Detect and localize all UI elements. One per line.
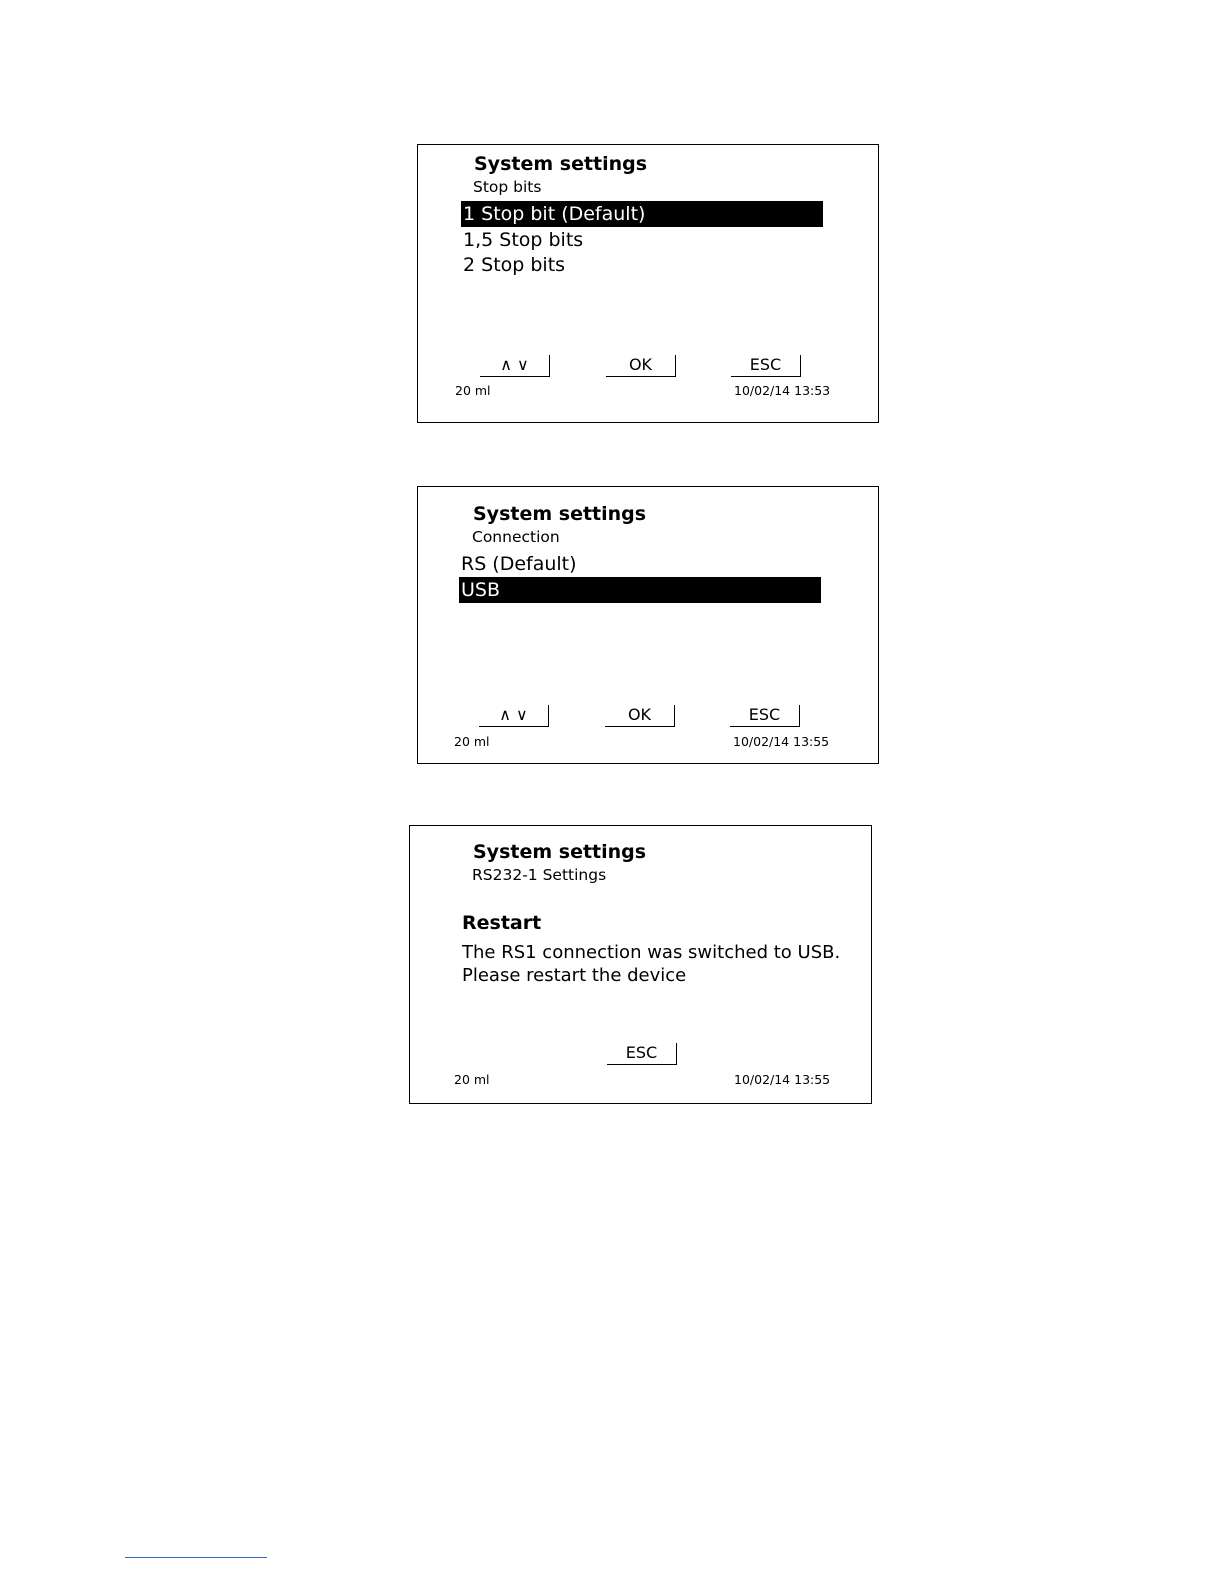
screen-subtitle: RS232-1 Settings — [472, 866, 607, 884]
connection-screen — [417, 486, 879, 764]
list-item-2-stop-bits[interactable]: 2 Stop bits — [463, 254, 566, 276]
list-item-1-stop-bit[interactable]: 1 Stop bit (Default) — [461, 201, 823, 227]
esc-button[interactable]: ESC — [730, 705, 800, 727]
datetime-status: 10/02/14 13:55 — [733, 734, 830, 749]
esc-button[interactable]: ESC — [607, 1043, 677, 1065]
datetime-status: 10/02/14 13:53 — [734, 383, 831, 398]
message-line: Please restart the device — [462, 965, 687, 986]
volume-status: 20 ml — [455, 383, 491, 398]
volume-status: 20 ml — [454, 734, 490, 749]
restart-message-screen — [409, 825, 872, 1104]
footnote-divider — [125, 1557, 267, 1558]
list-item-1-5-stop-bits[interactable]: 1,5 Stop bits — [463, 229, 584, 251]
nav-up-down-button[interactable]: ∧ ∨ — [479, 705, 549, 727]
message-line: The RS1 connection was switched to USB. — [462, 942, 841, 963]
esc-button[interactable]: ESC — [731, 355, 801, 377]
screen-title: System settings — [474, 153, 648, 175]
nav-up-down-button[interactable]: ∧ ∨ — [480, 355, 550, 377]
list-item-usb[interactable]: USB — [459, 577, 821, 603]
ok-button[interactable]: OK — [605, 705, 675, 727]
screen-subtitle: Connection — [472, 528, 560, 546]
stop-bits-screen — [417, 144, 879, 423]
volume-status: 20 ml — [454, 1072, 490, 1087]
screen-title: System settings — [473, 503, 647, 525]
datetime-status: 10/02/14 13:55 — [734, 1072, 831, 1087]
ok-button[interactable]: OK — [606, 355, 676, 377]
list-item-rs-default[interactable]: RS (Default) — [461, 553, 577, 575]
screen-title: System settings — [473, 841, 647, 863]
screen-subtitle: Stop bits — [473, 178, 542, 196]
message-heading: Restart — [462, 912, 542, 934]
